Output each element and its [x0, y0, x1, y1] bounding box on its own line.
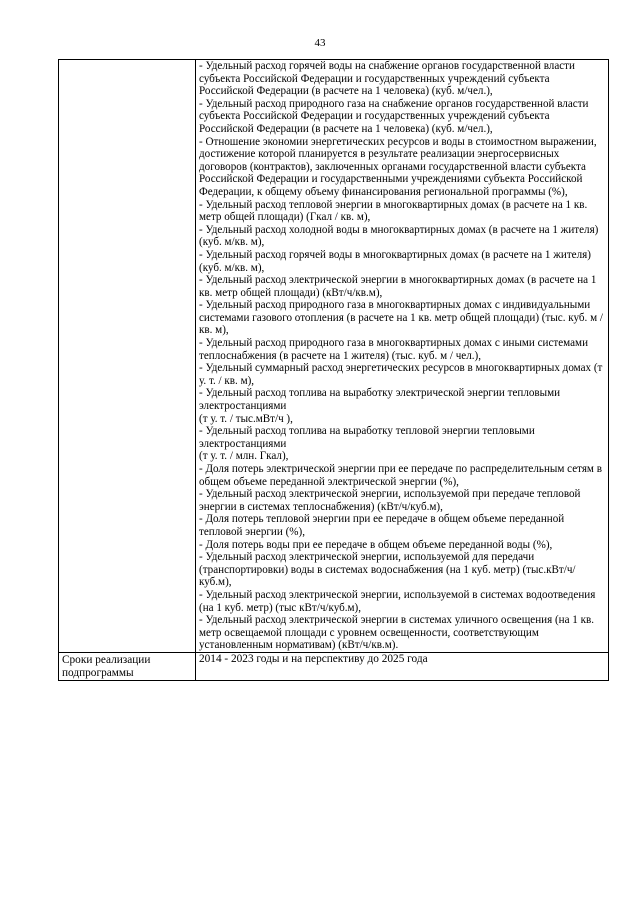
indicator-item: - Доля потерь тепловой энергии при ее передаче в общем объеме переданной тепловой энергии (%), — [199, 513, 565, 538]
indicator-item: - Удельный расход горячей воды в многоквартирных домах (в расчете на 1 жителя) (куб. м/кв. м), — [199, 248, 591, 274]
indicator-item: - Доля потерь воды при ее передаче в общем объеме переданной воды (%), — [199, 538, 553, 551]
indicator-item: - Отношение экономии энергетических ресурсов и воды в стоимостном выражении, достижение которой планируется в результате реализации энергосервисных договоров (контрактов), заключенных органами государственной власти субъекта Российской Федерации и государственными учреждениями субъекта Российской Федерации, к общему объему финансирования региональной программы (%), — [199, 135, 597, 198]
page-number: 43 — [314, 37, 326, 49]
period-label: Сроки реализации подпрограммы — [59, 652, 196, 680]
indicator-item: - Удельный расход природного газа на снабжение органов государственной власти субъекта Российской Федерации и государственных учреждений субъекта Российской Федерации (в расчете на 1 человека) (куб. м/чел.), — [199, 97, 589, 135]
period-value: 2014 - 2023 годы и на перспективу до 2025 года — [196, 652, 609, 680]
indicator-item: - Удельный расход горячей воды на снабжение органов государственной власти субъекта Российской Федерации и государственных учреждений субъекта Российской Федерации (в расчете на 1 человека) (куб. м/чел.), — [199, 60, 575, 98]
program-passport-table — [58, 59, 609, 681]
indicator-item: - Удельный расход топлива на выработку электрической энергии тепловыми электростанциями (т у. т. / тыс.мВт/ч ), — [199, 387, 561, 425]
indicator-item: - Удельный расход топлива на выработку тепловой энергии тепловыми электростанциями (т у. т. / млн. Гкал), — [199, 425, 535, 463]
indicators-list — [199, 60, 605, 652]
indicator-item: - Удельный расход электрической энергии, используемой в системах водоотведения (на 1 куб. метр) (тыс кВт/ч/куб.м), — [199, 588, 596, 614]
table-row — [59, 60, 609, 653]
indicator-item: - Удельный суммарный расход энергетических ресурсов в многоквартирных домах (т у. т. / кв. м), — [199, 362, 603, 387]
indicator-item: - Удельный расход электрической энергии в системах уличного освещения (на 1 кв. метр освещаемой площади с уровнем освещенности, соответствующим установленным нормативам) (кВт/ч/кв.м). — [199, 614, 594, 652]
indicator-item: - Удельный расход электрической энергии в многоквартирных домах (в расчете на 1 кв. метр общей площади) (кВт/ч/кв.м), — [199, 274, 597, 299]
table-row — [59, 652, 609, 680]
indicators-cell — [196, 60, 609, 653]
indicator-item: - Удельный расход тепловой энергии в многоквартирных домах (в расчете на 1 кв. метр общей площади) (Гкал / кв. м), — [199, 198, 588, 224]
indicator-item: - Доля потерь электрической энергии при ее передаче по распределительным сетям в общем объеме переданной электрической энергии (%), — [199, 463, 602, 488]
indicator-item: - Удельный расход природного газа в многоквартирных домах с индивидуальными системами газового отопления (в расчете на 1 кв. метр общей площади) (тыс. куб. м / кв. м), — [199, 299, 603, 337]
indicator-item: - Удельный расход природного газа в многоквартирных домах с иными системами теплоснабжения (в расчете на 1 жителя) (тыс. куб. м / чел.), — [199, 337, 589, 362]
indicator-item: - Удельный расход электрической энергии, используемой для передачи (транспортировки) воды в системах водоснабжения (на 1 куб. метр) (тыс.кВт/ч/куб.м), — [199, 551, 576, 589]
empty-label-cell — [59, 60, 196, 653]
indicator-item: - Удельный расход холодной воды в многоквартирных домах (в расчете на 1 жителя) (куб. м/кв. м), — [199, 223, 599, 249]
indicator-item: - Удельный расход электрической энергии, используемой при передаче тепловой энергии в системах теплоснабжения) (кВт/ч/куб.м), — [199, 488, 581, 513]
